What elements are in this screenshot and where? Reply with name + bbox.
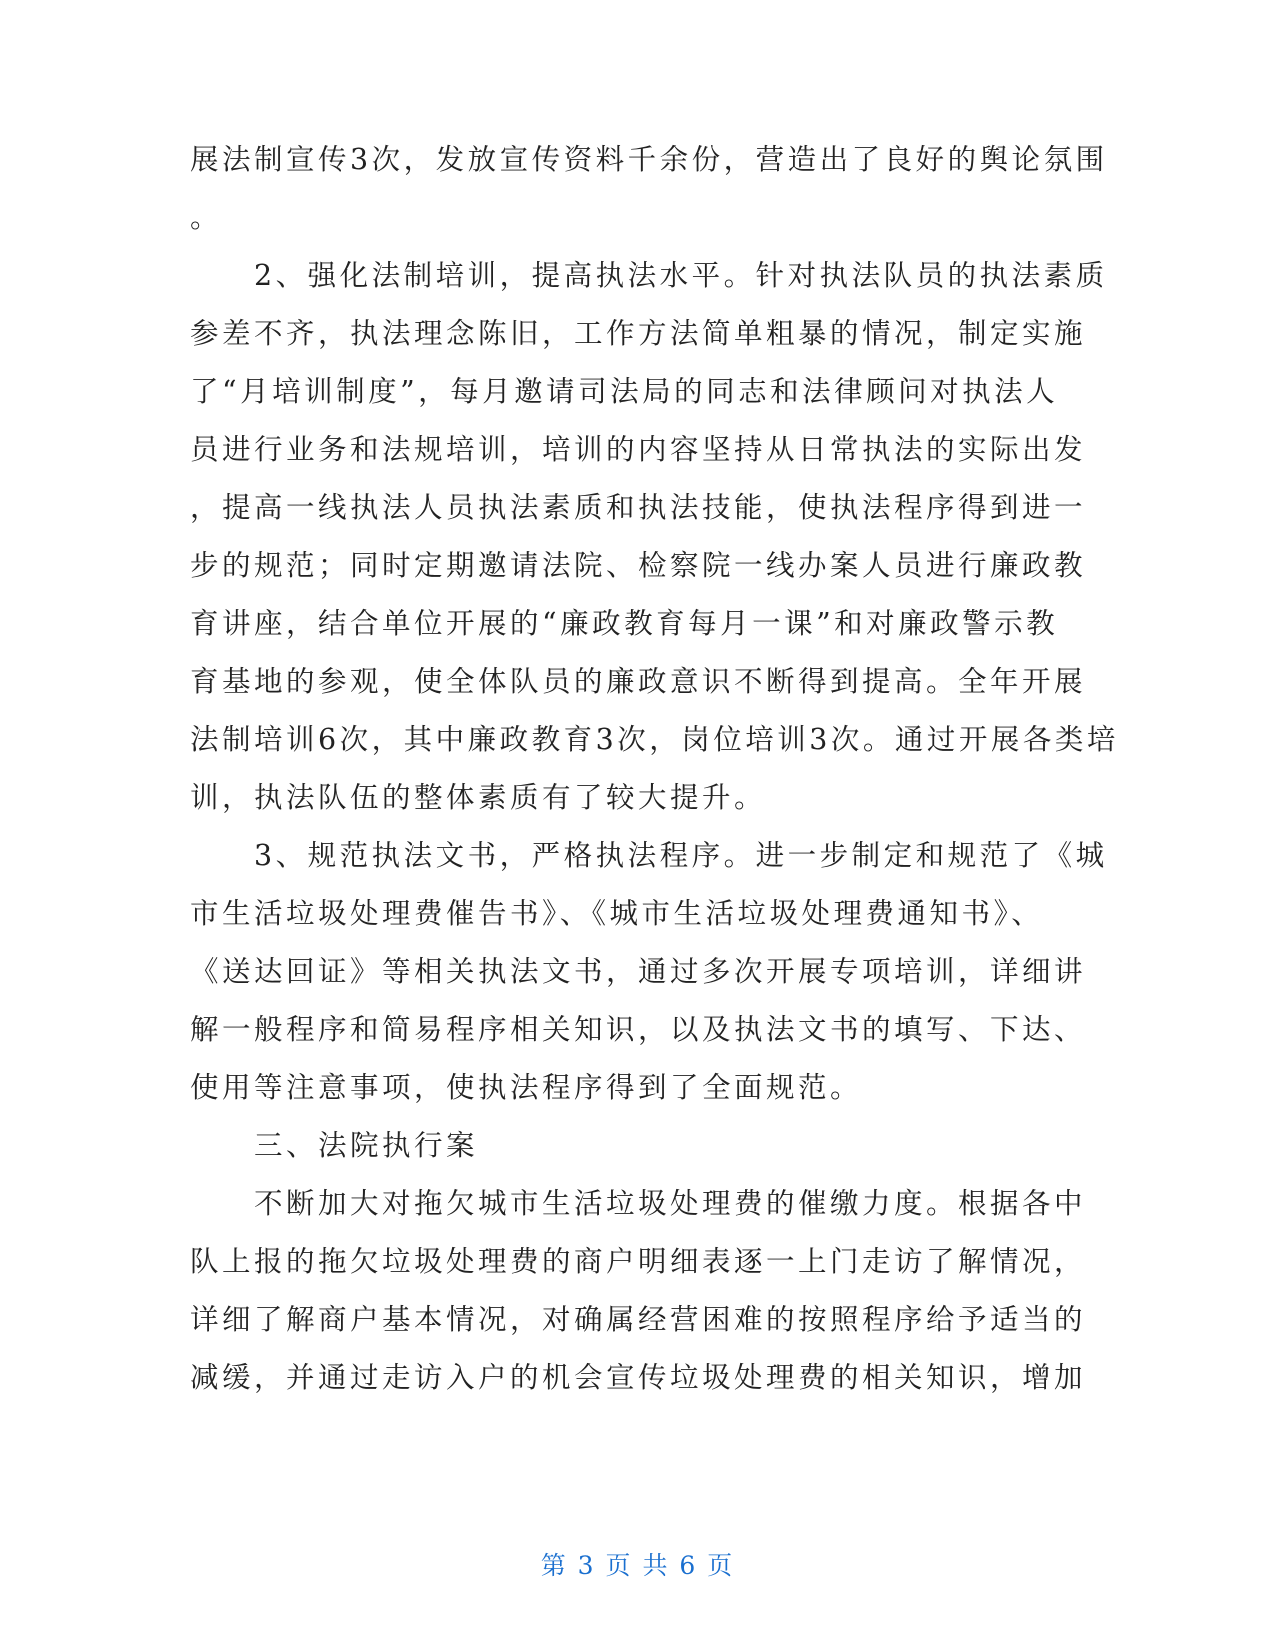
text-line: 减缓，并通过走访入户的机会宣传垃圾处理费的相关知识，增加 [190, 1361, 1087, 1394]
text-line: 了“月培训制度”，每月邀请司法局的同志和法律顾问对执法人 [190, 375, 1059, 408]
text-line: 3、规范执法文书，严格执法程序。进一步制定和规范了《城 [190, 839, 1108, 872]
text-line: 步的规范；同时定期邀请法院、检察院一线办案人员进行廉政教 [190, 549, 1087, 582]
text-line: 市生活垃圾处理费催告书》、《城市生活垃圾处理费通知书》、 [190, 897, 1044, 930]
text-line: 详细了解商户基本情况，对确属经营困难的按照程序给予适当的 [190, 1303, 1087, 1336]
text-line: 《送达回证》等相关执法文书，通过多次开展专项培训，详细讲 [190, 955, 1087, 988]
text-line: 展法制宣传3次，发放宣传资料千余份，营造出了良好的舆论氛围 [190, 143, 1108, 176]
text-line: 员进行业务和法规培训，培训的内容坚持从日常执法的实际出发 [190, 433, 1087, 466]
section-heading: 三、法院执行案 [190, 1129, 479, 1162]
text-line: ，提高一线执法人员执法素质和执法技能，使执法程序得到进一 [190, 491, 1087, 524]
text-line: 2、强化法制培训，提高执法水平。针对执法队员的执法素质 [190, 259, 1108, 292]
text-line: 法制培训6次，其中廉政教育3次，岗位培训3次。通过开展各类培 [190, 723, 1119, 756]
text-line: 。 [190, 201, 223, 234]
text-line: 解一般程序和简易程序相关知识，以及执法文书的填写、下达、 [190, 1013, 1087, 1046]
text-line: 参差不齐，执法理念陈旧，工作方法简单粗暴的情况，制定实施 [190, 317, 1087, 350]
text-line: 育基地的参观，使全体队员的廉政意识不断得到提高。全年开展 [190, 665, 1087, 698]
text-line: 不断加大对拖欠城市生活垃圾处理费的催缴力度。根据各中 [190, 1187, 1087, 1220]
text-line: 育讲座，结合单位开展的“廉政教育每月一课”和对廉政警示教 [190, 607, 1059, 640]
text-line: 使用等注意事项，使执法程序得到了全面规范。 [190, 1071, 863, 1104]
page-number-footer: 第 3 页 共 6 页 [540, 1551, 735, 1580]
text-line: 队上报的拖欠垃圾处理费的商户明细表逐一上门走访了解情况， [190, 1245, 1087, 1278]
text-line: 训，执法队伍的整体素质有了较大提升。 [190, 781, 767, 814]
